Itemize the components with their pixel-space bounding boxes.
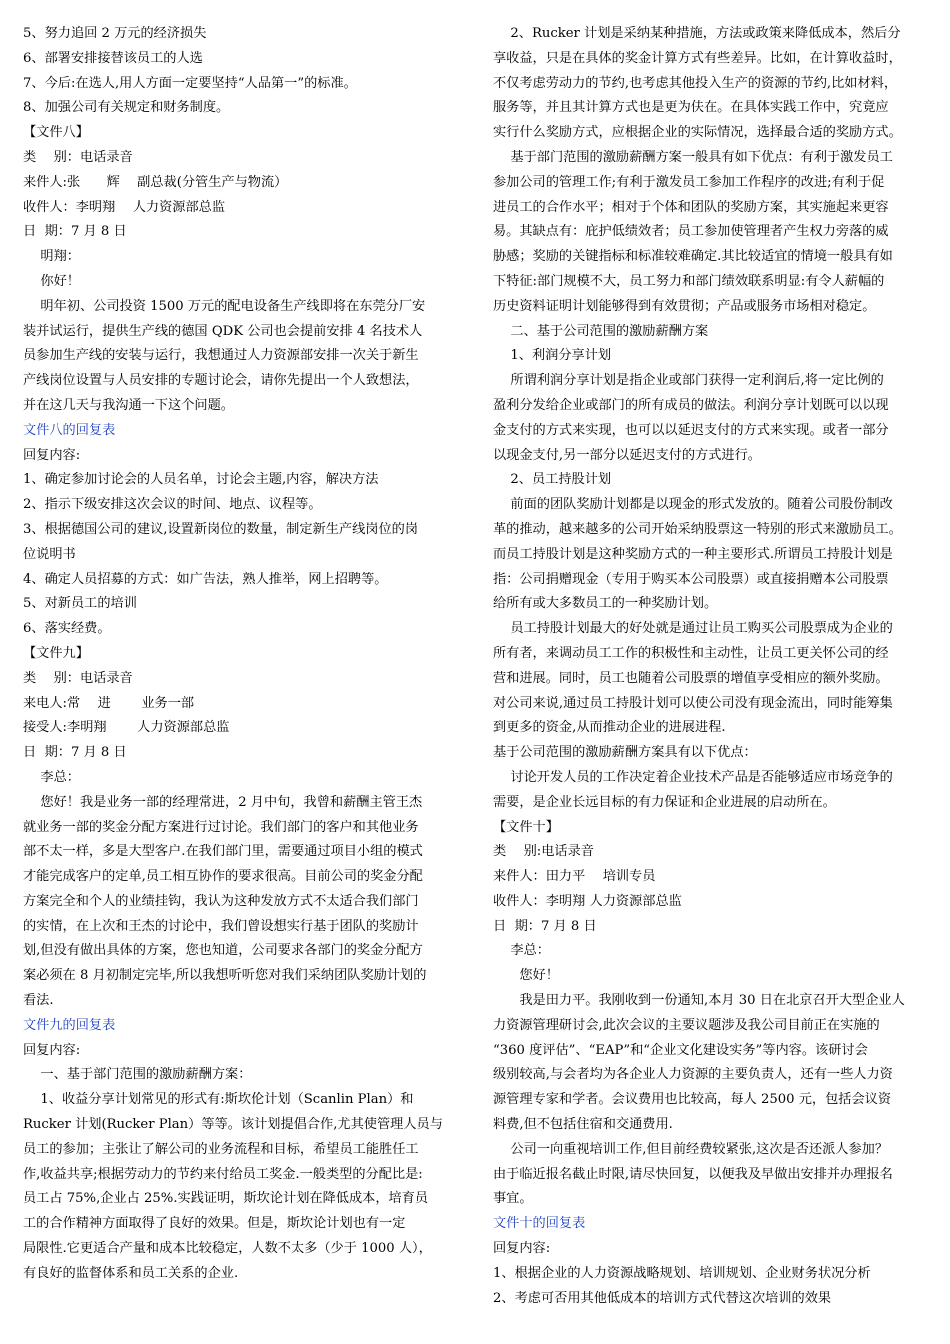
text-line: “360 度评估”、“EAP”和“企业文化建设实务”等内容。该研讨会 [493, 1042, 868, 1058]
reply-heading: 文件十的回复表 [493, 1216, 586, 1232]
text-line: 易。其缺点有：庇护低绩效者；员工参加使管理者产生权力旁落的威 [493, 224, 889, 240]
text-line: 进员工的合作水平；相对于个体和团队的奖励方案，其实施起来更容 [493, 199, 889, 215]
text-line: 员工持股计划最大的好处就是通过让员工购买公司股票成为企业的 [493, 621, 893, 637]
text-line: 讨论开发人员的工作决定着企业技术产品是否能够适应市场竞争的 [493, 769, 893, 785]
text-line: 5、努力追回 2 万元的经济损失 [23, 26, 207, 41]
text-line: 收件人：李明翔 人力资源部总监 [23, 199, 226, 215]
text-line: 我是田力平。我刚收到一份通知,本月 30 日在北京召开大型企业人 [493, 993, 905, 1009]
text-line: 5、对新员工的培训 [23, 596, 137, 612]
text-line: 级别较高,与会者均为各企业人力资源的主要负责人，还有一些人力资 [493, 1067, 893, 1083]
text-line: 收件人：李明翔 人力资源部总监 [493, 893, 682, 909]
text-line: 力资源管理研讨会,此次会议的主要议题涉及我公司目前正在实施的 [493, 1017, 880, 1033]
text-line: 料费,但不包括住宿和交通费用. [493, 1117, 673, 1133]
text-line: 6、部署安排接替该员工的人选 [23, 50, 203, 66]
text-line: 金支付的方式来实现，也可以以延迟支付的方式来实现。或者一部分 [493, 422, 889, 438]
text-line: 来件人:张 辉 副总裁(分管生产与物流） [23, 174, 288, 190]
text-line: 才能完成客户的定单,员工相互协作的要求很高。目前公司的奖金分配 [23, 869, 423, 885]
text-line: 下特征:部门规模不大，员工努力和部门绩效联系明显:有令人薪幅的 [493, 273, 885, 289]
text-line: 4、确定人员招募的方式：如广告法，熟人推举，网上招聘等。 [23, 571, 388, 587]
text-line: 需要，是企业长远目标的有力保证和企业进展的启动所在。 [493, 794, 836, 810]
text-line: 源管理专家和学者。会议费用也比较高，每人 2500 元，包括会议资 [493, 1092, 892, 1108]
text-line: 8、加强公司有关规定和财务制度。 [23, 100, 230, 116]
text-line: 明翔： [23, 249, 80, 265]
text-line: 所有者，来调动员工工作的积极性和主动性，让员工更关怀公司的经 [493, 645, 889, 661]
text-line: 给所有或大多数员工的一种奖励计划。 [493, 596, 718, 612]
text-line: 就业务一部的奖金分配方案进行过讨论。我们部门的客户和其他业务 [23, 819, 419, 835]
text-line: 不仅考虑劳动力的节约,也考虑其他投入生产的资源的节约,比如材料， [493, 75, 898, 91]
text-line: 类 别：电话录音 [23, 149, 133, 165]
text-line: 有良好的监督体系和员工关系的企业. [23, 1265, 239, 1281]
text-line: 2、员工持股计划 [493, 472, 612, 488]
text-line: 胁感；奖励的关键指标和标准较难确定.其比较适宜的情境一般具有如 [493, 249, 893, 265]
text-line: 【文件九】 [23, 645, 89, 661]
text-line: 革的推动，越来越多的公司开始采纳股票这一特别的形式来激励员工。 [493, 521, 902, 537]
text-line: 产线岗位设置与人员安排的专题讨论会，请你先提出一个人致想法， [23, 373, 419, 389]
text-line: 营和进展。同时，员工也随着公司股票的增值享受相应的额外奖励。 [493, 670, 889, 686]
text-line: 服务等，并且其计算方式也是更为伕在。在具体实践工作中，究竟应 [493, 100, 889, 116]
text-line: 1、收益分享计划常见的形式有:斯坎伦计划（Scanlin Plan）和 [23, 1092, 414, 1108]
text-line: 划,但没有做出具体的方案，您也知道，公司要求各部门的奖金分配方 [23, 943, 423, 959]
text-line: 指：公司捐赠现金（专用于购买本公司股票）或直接捐赠本公司股票 [493, 571, 889, 587]
text-line: 位说明书 [23, 546, 76, 562]
text-line: 【文件八】 [23, 125, 89, 141]
text-line: 员工占 75%,企业占 25%.实践证明，斯坎论计划在降低成本，培育员 [23, 1191, 429, 1207]
text-line: 7、今后:在选人,用人方面一定要坚持“人品第一”的标准。 [23, 75, 357, 91]
text-line: 1、根据企业的人力资源战略规划、培训规划、企业财务状况分析 [493, 1265, 871, 1281]
text-line: 基于公司范围的激励薪酬方案具有以下优点： [493, 745, 757, 761]
right-column [493, 22, 929, 1311]
text-line: 并在这几天与我沟通一下这个问题。 [23, 397, 234, 413]
text-line: 2、Rucker 计划是采纳某种措施，方法或政策来降低成本，然后分 [493, 26, 901, 41]
text-line: 享收益，只是在具体的奖金计算方式有些差异。比如，在计算收益时， [493, 50, 902, 66]
text-line: 事宜。 [493, 1191, 533, 1207]
text-line: 1、确定参加讨论会的人员名单，讨论会主题,内容，解决方法 [23, 472, 379, 488]
text-line: 您好！我是业务一部的经理常进，2 月中旬，我曾和薪酬主管王杰 [23, 794, 423, 810]
text-line: 局限性.它更适合产量和成本比较稳定，人数不太多（少于 1000 人）， [23, 1241, 432, 1257]
text-line: 案必须在 8 月初制定完毕,所以我想听听您对我们采纳团队奖励计划的 [23, 968, 427, 984]
text-line: 看法. [23, 993, 54, 1009]
text-line: 类 别:电话录音 [493, 844, 594, 860]
reply-heading: 文件九的回复表 [23, 1017, 116, 1033]
text-line: 2、考虑可否用其他低成本的培训方式代替这次培训的效果 [493, 1290, 832, 1306]
text-line: 日 期：7 月 8 日 [23, 224, 127, 240]
text-line: 接受人:李明翔 人力资源部总监 [23, 720, 230, 736]
text-line: 【文件十】 [493, 819, 559, 835]
text-line: 工的合作精神方面取得了良好的效果。但是，斯坎论计划也有一定 [23, 1216, 406, 1232]
text-line: 回复内容: [23, 1042, 81, 1058]
text-line: 你好！ [23, 273, 80, 289]
text-line: 6、落实经费。 [23, 621, 111, 637]
text-line: 实行什么奖励方式，应根据企业的实际情况，选择最合适的奖励方式。 [493, 125, 902, 141]
text-line: 所谓利润分享计划是指企业或部门获得一定利润后,将一定比例的 [493, 373, 884, 389]
text-line: 明年初、公司投资 1500 万元的配电设备生产线即将在东莞分厂安 [23, 298, 426, 314]
text-line: 日 期：7 月 8 日 [23, 745, 127, 761]
text-line: 而员工持股计划是这种奖励方式的一种主要形式.所谓员工持股计划是 [493, 546, 893, 562]
text-line: Rucker 计划(Rucker Plan）等等。该计划提倡合作,尤其使管理人员与 [23, 1117, 443, 1133]
text-line: 类 别：电话录音 [23, 670, 133, 686]
text-line: 装并试运行，提供生产线的德国 QDK 公司也会提前安排 4 名技术人 [23, 323, 423, 339]
text-line: 回复内容: [23, 447, 81, 463]
text-line: 部不太一样，多是大型客户.在我们部门里，需要通过项目小组的模式 [23, 844, 423, 860]
text-line: 来电人:常 进 业务一部 [23, 695, 195, 711]
text-line: 员工的参加；主张让了解公司的业务流程和目标，希望员工能胜任工 [23, 1141, 419, 1157]
text-line: 公司一向重视培训工作,但目前经费较紧张,这次是否还派人参加？ [493, 1141, 889, 1157]
text-line: 作,收益共享;根据劳动力的节约来付给员工奖金.一般类型的分配比是: [23, 1166, 423, 1182]
text-line: 的实情，在上次和王杰的讨论中，我们曾设想实行基于团队的奖励计 [23, 918, 419, 934]
text-line: 以现金支付,另一部分以延迟支付的方式进行。 [493, 447, 761, 463]
text-line: 日 期：7 月 8 日 [493, 918, 597, 934]
text-line: 员参加生产线的安装与运行，我想通过人力资源部安排一次关于新生 [23, 348, 419, 364]
text-line: 前面的团队奖励计划都是以现金的形式发放的。随着公司股份制改 [493, 497, 893, 513]
text-line: 到更多的资金,从而推动企业的进展进程. [493, 720, 726, 736]
text-line: 历史资料证明计划能够得到有效贯彻；产品或服务市场相对稳定。 [493, 298, 876, 314]
text-line: 您好！ [493, 968, 559, 984]
text-line: 参加公司的管理工作;有利于激发员工参加工作程序的改进;有利于促 [493, 174, 885, 190]
text-line: 基于部门范围的激励薪酬方案一般具有如下优点：有利于激发员工 [493, 149, 893, 165]
text-line: 1、利润分享计划 [493, 348, 612, 364]
text-line: 方案完全和个人的业绩挂钩，我认为这种发放方式不太适合我们部门 [23, 893, 419, 909]
text-line: 对公司来说,通过员工持股计划可以使公司没有现金流出，同时能筹集 [493, 695, 893, 711]
text-line: 二、基于公司范围的激励薪酬方案 [493, 323, 709, 339]
text-line: 来件人：田力平 培训专员 [493, 869, 656, 885]
text-line: 3、根据德国公司的建议,设置新岗位的数量，制定新生产线岗位的岗 [23, 521, 419, 537]
text-line: 一、基于部门范围的激励薪酬方案： [23, 1067, 252, 1083]
reply-heading: 文件八的回复表 [23, 422, 116, 438]
text-line: 李总： [23, 769, 80, 785]
text-line: 李总： [493, 943, 550, 959]
left-column [23, 22, 459, 1287]
text-line: 回复内容: [493, 1241, 551, 1257]
text-line: 2、指示下级安排这次会议的时间、地点、议程等。 [23, 497, 322, 513]
text-line: 由于临近报名截止时限,请尽快回复，以便我及早做出安排并办理报名 [493, 1166, 893, 1182]
text-line: 盈利分发给企业或部门的所有成员的做法。利润分享计划既可以以现 [493, 397, 889, 413]
